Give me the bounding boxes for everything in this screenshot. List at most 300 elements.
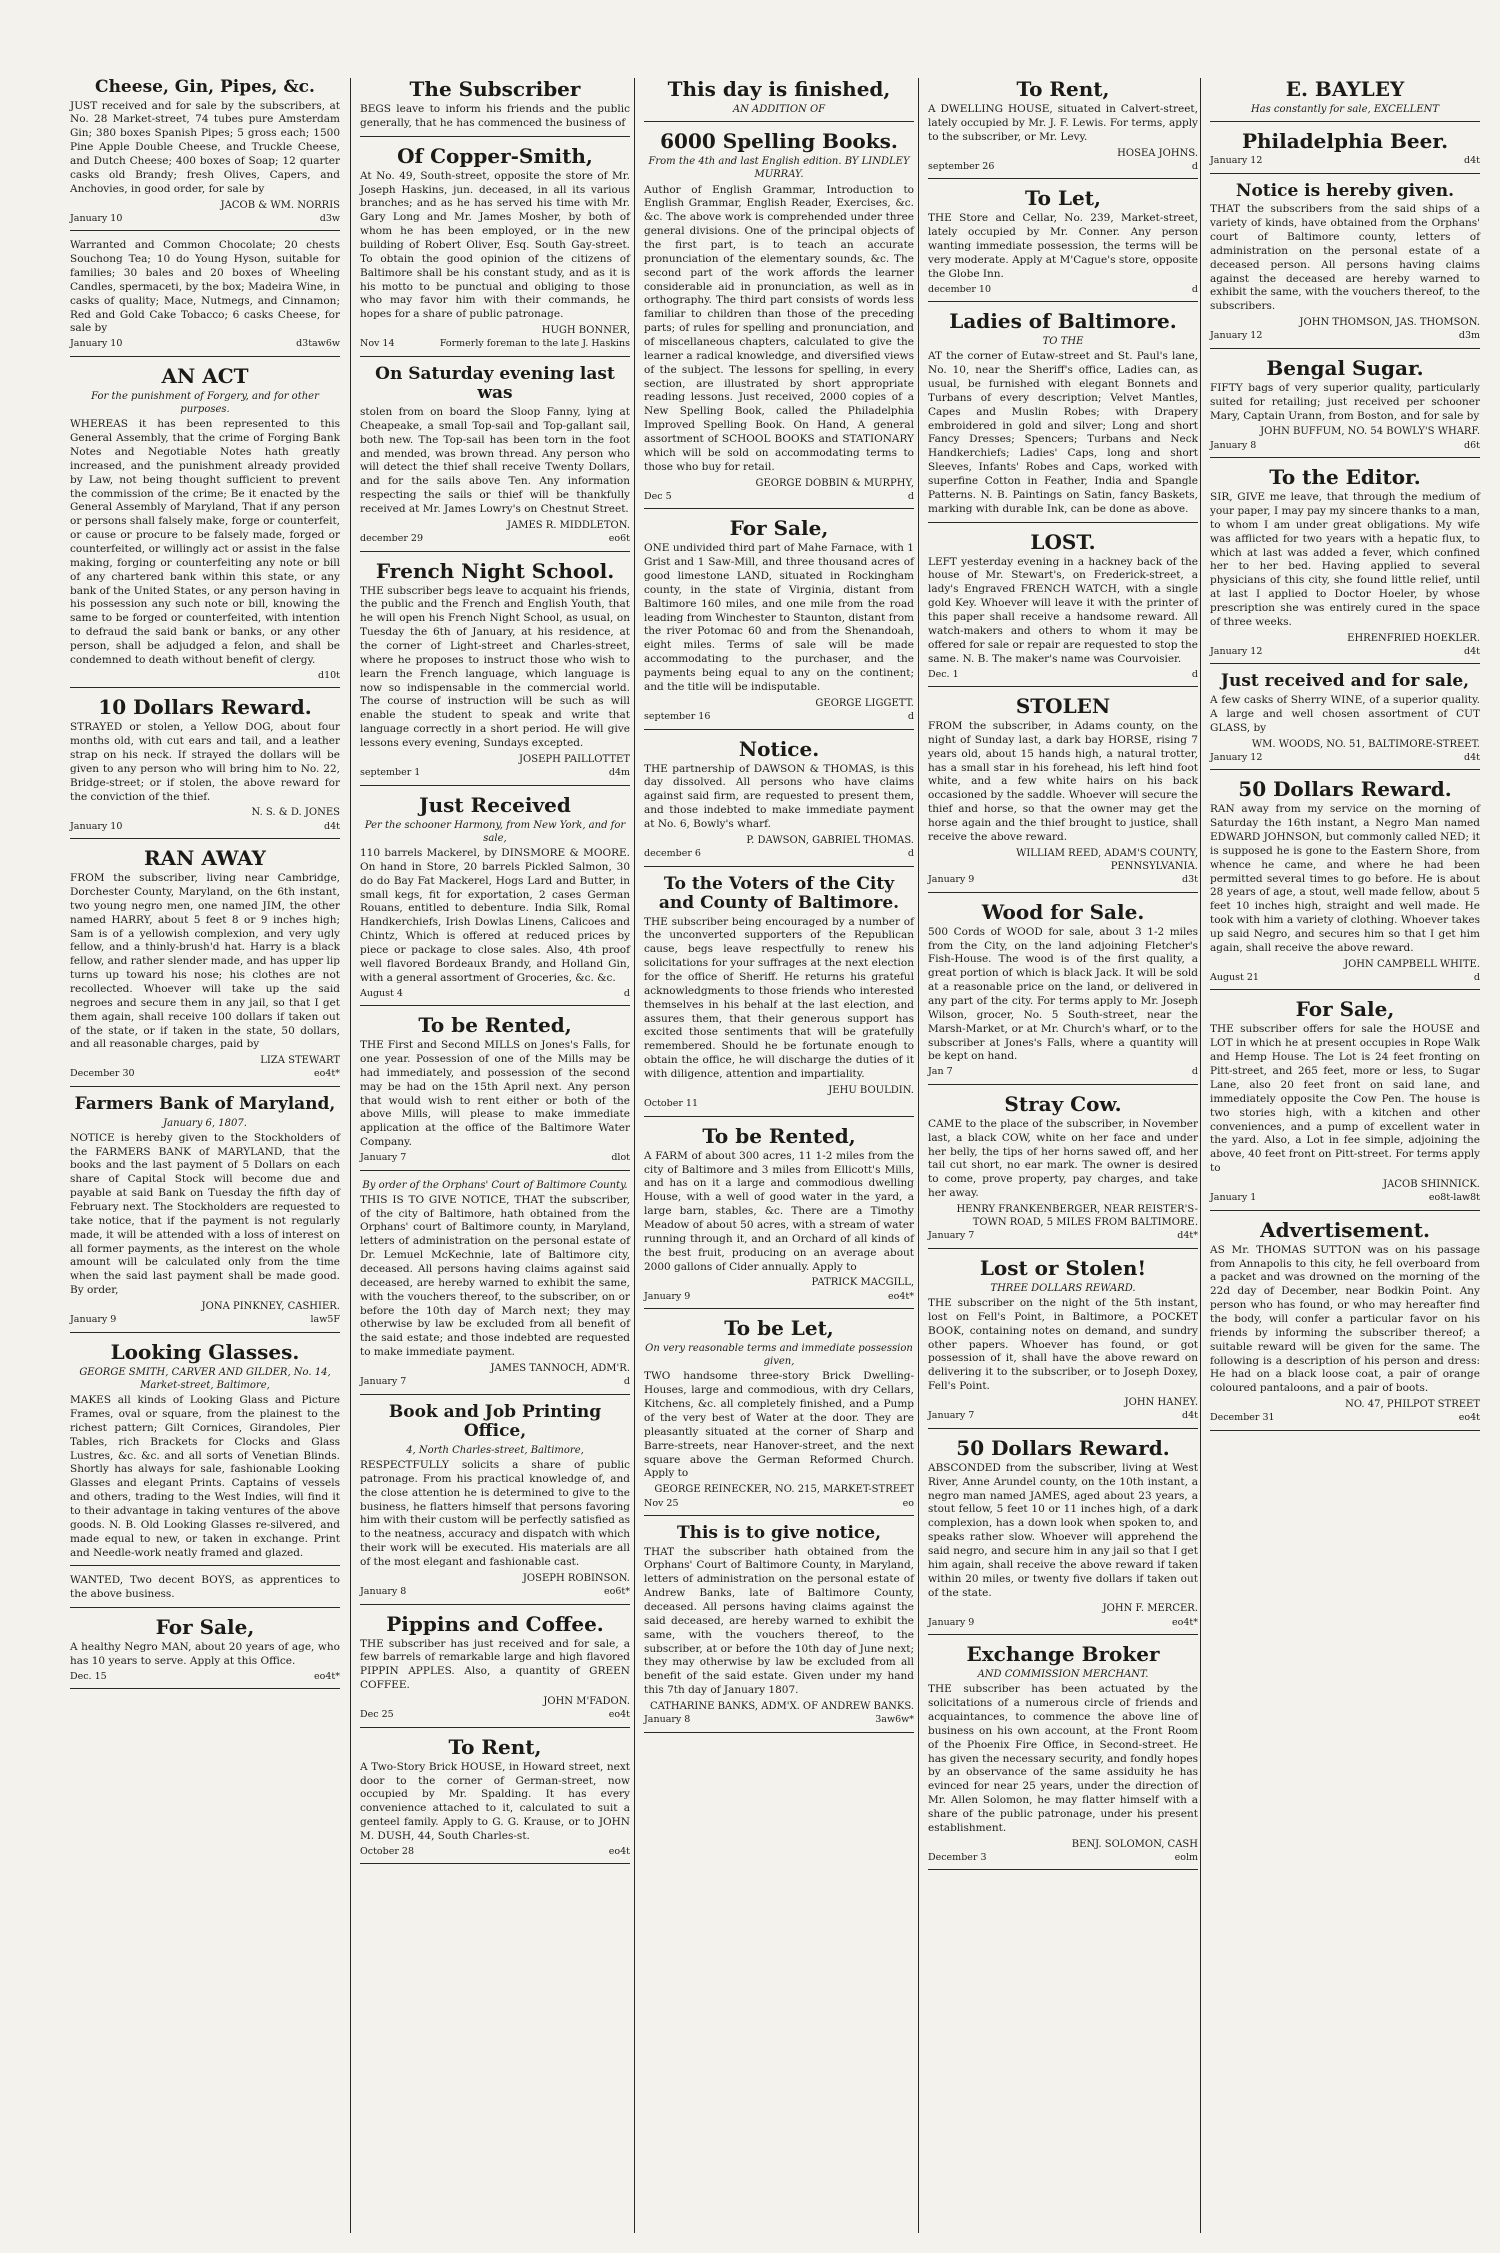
ad-body: At No. 49, South-street, opposite the store of Mr. Joseph Haskins, jun. deceased, in all its various branches; and as he has served his time with Mr. Gary Long and Mr. James Mosher, by both of whom he has been employed, or in the new building of Robert Oliver, Esq. South Gay-street. To obtain the good opinion of the citizens of Baltimore shall be his constant study, and as it is his motto to be punctual and obliging to those who may favor him with their commands, he hopes for a share of public patronage. [360, 169, 630, 321]
ad-date-line [1210, 752, 1480, 765]
ad-body: THIS IS TO GIVE NOTICE, THAT the subscriber, of the city of Baltimore, hath obtained from the Orphans' court of Baltimore county, in Maryland, letters of administration on the personal estate of Dr. Lemuel McKechnie, late of Baltimore city, deceased. All persons having claims against said deceased, are hereby warned to exhibit the same, with the vouchers thereof, to the subscriber, on or before the 10th day of March next; they may otherwise by law be excluded from all benefit of the said estate; and those indebted are requested to make immediate payment. [360, 1193, 630, 1359]
ad-body: FROM the subscriber, in Adams county, on the night of Sunday last, a dark bay HORSE, rising 7 years old, about 15 hands high, a natural trotter, has a small star in his forehead, his left hind foot white, and a few white hairs on his back occasioned by the saddle. Whoever will secure the thief and horse, so that the owner may get the horse again and the thief brought to justice, shall receive the above reward. [928, 720, 1198, 843]
ad-signature: NO. 47, PHILPOT STREET [1345, 1399, 1480, 1411]
ad-heading: This day is finished, [667, 77, 891, 101]
ad-separator [70, 1086, 340, 1087]
advertisement [1210, 778, 1480, 990]
advertisement [644, 130, 914, 509]
ad-separator [1210, 173, 1480, 174]
ad-heading: Just received and for sale, [1220, 671, 1470, 692]
ad-date: January 8 [644, 1714, 691, 1726]
ad-date-line [360, 767, 630, 780]
ad-subheading: AND COMMISSION MERCHANT. [977, 1669, 1149, 1681]
ad-heading: Wood for Sale. [981, 899, 1145, 924]
ad-signature: JOHN HANEY. [1124, 1397, 1198, 1409]
ad-date-line [70, 670, 340, 683]
ad-body: THE subscriber being encouraged by a number of the unconverted supporters of the Republican cause, begs leave respectfully to renew his solicitations for your suffrages at the next election for the office of Sheriff. He returns his grateful acknowledgments to those friends who interested themselves in his behalf at the last election, and assures them, that their generous support has excited those sentiments that will be gratefully remembered. Should he be fortunate enough to obtain the office, he will discharge the duties of it with diligence, attention and impartiality. [644, 915, 914, 1081]
ad-date: August 4 [360, 987, 403, 999]
advertisement [1210, 1219, 1480, 1431]
advertisement [70, 1616, 340, 1689]
ad-signature: HOSEA JOHNS. [1117, 147, 1198, 159]
advertisement [1210, 672, 1480, 770]
column-rule [1200, 78, 1201, 2233]
ad-date-line [360, 1586, 630, 1599]
ad-body: ABSCONDED from the subscriber, living at West River, Anne Arundel county, on the 10th instant, a negro man named JAMES, aged about 23 years, a stout fellow, 5 feet 10 or 11 inches high, of a dark complexion, has a down look when spoken to, and speaks rather slow. Whoever will apprehend the said negro, and secure him in any jail so that I get him again, shall receive the above reward if taken within 20 miles, or twenty five dollars if taken out of the state. [928, 1461, 1198, 1599]
ad-body: WANTED, Two decent BOYS, as apprentices to the above business. [70, 1574, 340, 1601]
ad-body: 500 Cords of WOOD for sale, about 3 1-2 miles from the City, on the land adjoining Fletcher's Fish-House. The wood is of the first quality, a great portion of which is black Jack. It will be sold at a reasonable price on the land, or delivered in any part of the city. For terms apply to Mr. Joseph Wilson, grocer, No. 5 South-street, near the Marsh-Market, or at Mr. Church's wharf, or to the subscriber at Jones's Falls, where a quantity will be kept on hand. [928, 925, 1198, 1063]
ad-separator [1210, 989, 1480, 990]
ad-separator [360, 1005, 630, 1006]
advertisement [928, 695, 1198, 893]
ad-date: January 7 [928, 1410, 975, 1422]
ad-code: eo [902, 1497, 914, 1509]
ad-date-line [1210, 330, 1480, 343]
ad-signature: JACOB & WM. NORRIS [220, 199, 340, 211]
advertisement [1210, 130, 1480, 174]
ad-separator [360, 1863, 630, 1864]
advertisement [928, 1257, 1198, 1429]
ad-code: eolm [1174, 1851, 1198, 1863]
ad-separator [644, 729, 914, 730]
ad-date: Dec 5 [644, 490, 672, 502]
ad-subheading: On very reasonable terms and immediate possession given, [645, 1343, 913, 1368]
ad-body: MAKES all kinds of Looking Glass and Picture Frames, oval or square, from the plainest to the richest pattern; Gilt Cornices, Girandoles, Pier Tables, rich Brackets for Clocks and Glass Lustres, &c. &c. and all sorts of Venetian Blinds. Shortly has always for sale, fashionable Looking Glasses and elegant Prints. Captains of vessels and others, trading to the West Indies, will find it to their advantage in taking ventures of the above goods. N. B. Old Looking Glasses re-silvered, and made equal to new, or taken in exchange. Print and Needle-work neatly framed and glazed. [70, 1394, 340, 1559]
ad-date: January 10 [70, 212, 123, 224]
ad-code: law5F [310, 1314, 340, 1326]
ad-body: ONE undivided third part of Mahe Farnace, with 1 Grist and 1 Saw-Mill, and three thousand acres of good limestone LAND, situated in Rockingham county, in the state of Virginia, distant from Baltimore 160 miles, and one mile from the road leading from Winchester to Staunton, distant from the river Potomac 60 and from the Shenandoah, eight miles. Terms of sale will be made accommodating to the purchaser, and the payments being equal to any on the continent; and the title will be indisputable. [644, 542, 914, 693]
ad-signature: JEHU BOULDIN. [828, 1084, 914, 1096]
ad-signature: CATHARINE BANKS, ADM'X. OF ANDREW BANKS. [649, 1701, 914, 1713]
ad-date-line [70, 1671, 340, 1684]
ad-separator [644, 508, 914, 509]
ad-heading: Farmers Bank of Maryland, [74, 1093, 336, 1114]
advertisement [70, 365, 340, 688]
advertisement [1210, 466, 1480, 664]
ad-heading: 10 Dollars Reward. [98, 695, 312, 720]
ad-date-line [70, 1068, 340, 1081]
ad-date-line [928, 1852, 1198, 1865]
ad-date-line [928, 1617, 1198, 1630]
advertisement [1210, 357, 1480, 458]
ad-date-line [360, 533, 630, 546]
advertisement [644, 517, 914, 729]
ad-body: RAN away from my service on the morning of Saturday the 16th instant, a Negro Man named EDWARD JOHNSON, but commonly called NED; it is supposed he is gone to the Eastern Shore, from whence he came, and where he had been permitted several times to go before. He is about 28 years of age, a stout, well made fellow, about 5 feet 10 inches high, straight and well made. He took with him a variety of clothing. Whoever takes up said Negro, and secures him so that I get him again, shall receive the above reward. [1210, 803, 1480, 954]
ad-heading: Ladies of Baltimore. [949, 309, 1177, 334]
ad-signature: WILLIAM REED, ADAM'S COUNTY, PENNSYLVANIA. [1016, 847, 1198, 872]
ad-code: d [907, 710, 914, 722]
advertisement [360, 560, 630, 786]
advertisement [70, 239, 340, 357]
ad-signature: JOHN F. MERCER. [1102, 1603, 1198, 1615]
ad-separator [1210, 1430, 1480, 1431]
ad-signature: JOHN BUFFUM, NO. 54 BOWLY'S WHARF. [1260, 426, 1480, 438]
ad-subheading: From the 4th and last English edition. BY LINDLEY MURRAY. [648, 156, 910, 181]
ad-code: d4t* [1177, 1230, 1198, 1242]
advertisement [70, 1095, 340, 1333]
ad-separator [70, 1565, 340, 1566]
ad-body: Warranted and Common Chocolate; 20 chests Souchong Tea; 10 do Young Hyson, suitable for families; 30 bales and 20 boxes of Wheeling Candles, spermaceti, by the box; Madeira Wine, in casks of quality; Mace, Nutmegs, and Cinnamon; Red and Gold Cake Tobacco; 6 casks Cheese, for sale by [70, 239, 340, 335]
ad-subheading: 4, North Charles-street, Baltimore, [406, 1444, 584, 1456]
ad-separator [928, 178, 1198, 179]
ad-separator [70, 838, 340, 839]
ad-date: January 10 [70, 820, 123, 832]
ad-heading: Just Received [419, 792, 571, 817]
ad-date-line [1210, 155, 1480, 168]
ad-subheading: January 6, 1807. [163, 1117, 247, 1129]
ad-body: 110 barrels Mackerel, by DINSMORE & MOORE. On hand in Store, 20 barrels Pickled Salmon, 30 do do Bay Fat Mackerel, Hogs Lard and Butter, in small kegs, fit for exportation, 2 cases German Rouans, entitled to debenture. India Silk, Romal Handkerchiefs, Irish Dowlas Linens, Calicoes and Chintz, Which is offered at reduced prices by piece or package to close sales. Also, 4th proof well flavored Bordeaux Brandy, and Holland Gin, with a general assortment of Groceries, &c. &c. [360, 846, 630, 984]
ad-code: eo6t* [604, 1586, 630, 1598]
ad-date: Nov 25 [644, 1497, 679, 1509]
ad-signature: JAMES R. MIDDLETON. [506, 519, 630, 531]
ad-body: BEGS leave to inform his friends and the public generally, that he has commenced the business of [360, 103, 630, 129]
ad-date: december 6 [644, 847, 701, 859]
ad-heading: 6000 Spelling Books. [660, 129, 898, 154]
ad-separator [360, 551, 630, 552]
ad-body: JUST received and for sale by the subscribers, at No. 28 Market-street, 74 tubes pure Amsterdam Gin; 380 boxes Spanish Pipes; 5 gross each; 1500 Pine Apple Double Cheese, and Truckle Cheese, and Dutch Cheese; 400 boxes of Soap; 12 quarter casks old Brandy; fresh Olives, Capers, and Anchovies, in good order, for sale by [70, 99, 340, 195]
ad-separator [1210, 769, 1480, 770]
advertisement [360, 1014, 630, 1170]
advertisement [644, 1317, 914, 1516]
column-5 [1210, 75, 1480, 1439]
ad-body: THE subscriber on the night of the 5th instant, lost on Fell's Point, in Baltimore, a POCKET BOOK, containing notes on demand, and sundry other papers. Whoever has found, or got possession of it, shall have the above reward on delivering it to the subscriber, or to Joseph Doxey, Fell's Point. [928, 1297, 1198, 1393]
ad-separator [1210, 121, 1480, 122]
ad-separator [644, 866, 914, 867]
ad-body: AT the corner of Eutaw-street and St. Paul's lane, No. 10, near the Sheriff's office, Ladies can, as usual, be furnished with elegant Bonnets and Turbans of every description; Velvet Mantles, Capes and Muslin Robes; with Drapery embroidered in gold and silver; Long and short Fancy Dresses; Spencers; Turbans and Neck Handkerchiefs; Ladies' Caps, long and short Sleeves, Infants' Robes and Caps, worked with superfine Cotton in Feather, India and Spangle Patterns. N. B. Paintings on Satin, fancy Baskets, marking with durable Ink, can be done as above. [928, 350, 1198, 515]
ad-signature: JACOB SHINNICK. [1383, 1178, 1480, 1190]
ad-date-line [928, 669, 1198, 682]
advertisement [928, 1093, 1198, 1249]
ad-heading: To Let, [1025, 186, 1101, 211]
column-rule [350, 78, 351, 2233]
ad-subheading: THREE DOLLARS REWARD. [990, 1282, 1136, 1294]
ad-body: TWO handsome three-story Brick Dwelling-Houses, large and commodious, with dry Cellars, Kitchens, &c. all completely finished, and a Pump of the very best of Water at the door. They are pleasantly situated at the corner of Sharp and Barre-streets, near Hanover-street, and the next square above the German Reformed Church. Apply to [644, 1370, 914, 1480]
ad-date: december 10 [928, 283, 992, 295]
ad-code: d4t [1182, 1410, 1198, 1422]
advertisement [644, 1125, 914, 1309]
ad-subheading: AN ADDITION OF [732, 104, 826, 115]
ad-subheading: Has constantly for sale, EXCELLENT [1250, 104, 1440, 115]
ad-date: January 8 [360, 1586, 407, 1598]
ad-heading: To the Editor. [1269, 465, 1421, 490]
advertisement [1210, 78, 1480, 122]
ad-heading: To be Rented, [418, 1013, 572, 1038]
ad-date-line [70, 1314, 340, 1327]
ad-date-line [644, 1498, 914, 1511]
ad-code: d [1191, 668, 1198, 680]
ad-subheading: By order of the Orphans' Court of Baltimore County. [362, 1179, 628, 1191]
ad-signature: JOSEPH ROBINSON. [522, 1572, 630, 1584]
ad-date: December 31 [1210, 1412, 1275, 1424]
ad-separator [70, 356, 340, 357]
ad-date: september 16 [644, 710, 711, 722]
ad-date: January 12 [1210, 155, 1263, 167]
ad-signature: PATRICK MACGILL, [811, 1277, 914, 1289]
ad-date: January 7 [360, 1151, 407, 1163]
ad-date: January 9 [928, 874, 975, 886]
ad-body: WHEREAS it has been represented to this General Assembly, that the crime of Forging Bank Notes and Negotiable Notes hath greatly increased, and the punishment already provided by Law, not being thought sufficient to prevent the commission of the crime; Be it enacted by the General Assembly of Maryland, That if any person or persons shall falsely make, forge or counterfeit, or cause or procure to be falsely made, forged or counterfeited, or willingly act or assist in the false making, forging or counterfeiting any note or bill of any chartered bank within this state, or any bank of the United States, or any person having in his possession any such note or bill, knowing the same to be forged or counterfeited, with intention to defraud the said bank or banks, or any other person, shall be adjudged a felon, and shall be condemned to death without benefit of clergy. [70, 418, 340, 666]
ad-date-line [644, 848, 914, 861]
ad-separator [928, 522, 1198, 523]
ad-signature: HUGH BONNER, [541, 325, 630, 337]
ad-heading: Of Copper-Smith, [397, 143, 593, 168]
ad-separator [70, 1332, 340, 1333]
ad-body: NOTICE is hereby given to the Stockholders of the FARMERS BANK of MARYLAND, that the books and the last payment of 5 Dollars on each share of Capital Stock will become due and payable at said Bank on Tuesday the fifth day of February next. The Stockholders are requested to take notice, that if the payment is not regularly made, it will be attended with a loss of interest on all former payments, as the interest on the whole amount will be calculated only from the time when the said last payment shall be made good. By order, [70, 1131, 340, 1297]
ad-code: d4t [1464, 155, 1480, 167]
ad-date-line [70, 213, 340, 226]
ad-date: December 30 [70, 1068, 135, 1080]
ad-date: Jan 7 [928, 1066, 953, 1078]
ad-heading: Stray Cow. [1004, 1091, 1122, 1116]
ad-separator [644, 1116, 914, 1117]
ad-date-line [1210, 972, 1480, 985]
ad-heading: Notice. [738, 736, 820, 761]
ad-body: FROM the subscriber, living near Cambridge, Dorchester County, Maryland, on the 6th instant, two young negro men, one named JIM, the other named HARRY, about 5 feet 8 or 9 inches high; Sam is of a yellowish complexion, and very ugly fellow, and a thinly-brush'd hat. Harry is a black fellow, and rather slender made, and has upper lip turns up toward his nose; his clothes are not recollected. Whoever will take up the said negroes and secure them in any jail, so that I get them again, shall receive 100 dollars if taken out of the state, or if taken in the state, 50 dollars, and all reasonable charges, paid by [70, 872, 340, 1051]
ad-heading: STOLEN [1015, 694, 1111, 719]
ad-body: CAME to the place of the subscriber, in November last, a black COW, white on her face and under her belly, the tips of her horns sawed off, and her tail cut short, no ear mark. The owner is desired to come, prove property, pay charges, and take her away. [928, 1117, 1198, 1200]
ad-heading: To Rent, [448, 1734, 542, 1759]
ad-heading: To the Voters of the City and County of Baltimore. [658, 873, 900, 914]
advertisement [70, 78, 340, 231]
ad-date: January 10 [70, 338, 123, 350]
ad-body: THE subscriber offers for sale the HOUSE and LOT in which he at present occupies in Rope Walk and Hemp House. The Lot is 24 feet fronting on Pitt-street, and 265 feet, more or less, to Sugar Lane, also 20 feet front on said lane, and immediately opposite the Cow Pen. The house is two stories high, with a kitchen and other conveniences, and a pump of excellent water in the yard. Also, a Lot in fee simple, adjoining the above, 40 feet front on Pitt-street. For terms apply to [1210, 1023, 1480, 1175]
ad-date-line [360, 1152, 630, 1165]
ad-code: d10t [318, 669, 340, 681]
ad-date-line [360, 1376, 630, 1389]
ad-date: Dec. 1 [928, 668, 959, 680]
ad-signature: HENRY FRANKENBERGER, NEAR REISTER'S-TOWN ROAD, 5 MILES FROM BALTIMORE. [956, 1203, 1198, 1229]
ad-heading: French Night School. [375, 558, 615, 583]
advertisement [644, 1524, 914, 1733]
column-rule [918, 78, 919, 2233]
ad-body: THE subscriber has been actuated by the solicitations of a numerous circle of friends and acquaintances, to commence the above line of business on his own account, at the Front Room of the Phoenix Fire Office, in Second-street. He has given the necessary security, and fondly hopes by an observance of the same assiduity he has evinced for near 25 years, under the direction of Mr. Allen Solomon, he may flatter himself with a share of the public patronage, under his present establishment. [928, 1683, 1198, 1834]
ad-code: d [1473, 971, 1480, 983]
ad-signature: LIZA STEWART [260, 1055, 340, 1067]
ad-signature: GEORGE LIGGETT. [815, 697, 914, 709]
ad-code: d4t [1464, 645, 1480, 657]
ad-body: THE First and Second MILLS on Jones's Falls, for one year. Possession of one of the Mills may be had immediately, and possession of the second may be had on the 15th April next. Any person that would wish to rent either or both of the above Mills, will please to make immediate application at the office of the Baltimore Water Company. [360, 1039, 630, 1149]
ad-code: eo4t* [888, 1290, 914, 1302]
advertisement [360, 1736, 630, 1865]
ad-separator [928, 686, 1198, 687]
ad-signature: JOHN CAMPBELL WHITE. [1344, 958, 1480, 970]
ad-code: d [907, 847, 914, 859]
ad-separator [70, 1688, 340, 1689]
ad-separator [928, 1248, 1198, 1249]
ad-heading: RAN AWAY [144, 846, 266, 871]
ad-separator [360, 1394, 630, 1395]
ad-code: d4m [608, 767, 630, 779]
ad-date-line [928, 874, 1198, 887]
ad-date: January 12 [1210, 645, 1263, 657]
ad-heading: To Rent, [1016, 77, 1110, 101]
ad-subheading: GEORGE SMITH, CARVER AND GILDER, No. 14, Market-street, Baltimore, [79, 1366, 331, 1391]
advertisement [360, 78, 630, 137]
ad-separator [70, 1607, 340, 1608]
ad-code: d [623, 1376, 630, 1388]
ad-date-line [644, 491, 914, 504]
ad-heading: Bengal Sugar. [1266, 355, 1424, 380]
ad-subheading: TO THE [1042, 336, 1084, 348]
ad-date-line [70, 821, 340, 834]
ad-code: eo4t* [314, 1670, 340, 1682]
ad-body: LEFT yesterday evening in a hackney back of the house of Mr. Stewart's, on Frederick-street, a lady's Engraved FRENCH WATCH, with a single gold Key. Whoever will leave it with the printer of this paper shall receive a handsome reward. All watch-makers and others to whom it may be offered for sale or repair are requested to stop the same. N. B. The maker's name was Courvoisier. [928, 555, 1198, 665]
ad-date: Dec 25 [360, 1709, 394, 1721]
ad-date: October 11 [644, 1098, 698, 1110]
ad-separator [928, 1634, 1198, 1635]
ad-code: d3taw6w [296, 338, 340, 350]
ad-date-line [70, 338, 340, 351]
ad-heading: Book and Job Printing Office, [388, 1401, 602, 1442]
ad-separator [644, 1515, 914, 1516]
ad-heading: 50 Dollars Reward. [1238, 777, 1452, 802]
advertisement [360, 794, 630, 1007]
ad-body: A Two-Story Brick HOUSE, in Howard street, next door to the corner of German-street, now occupied by Mr. Spalding. It has every convenience attached to it, calculated to suit a genteel family. Apply to G. G. Krause, or to JOHN M. DUSH, 44, South Charles-st. [360, 1760, 630, 1843]
ad-date-line [928, 1066, 1198, 1079]
ad-separator [360, 136, 630, 137]
ad-body: Author of English Grammar, Introduction to English Grammar, English Reader, Exercises, &c. &c. The above work is comprehended under three general divisions. One of the principal objects of the first part, is to teach an accurate pronunciation of the elementary sounds, &c. The second part of the work affords the learner considerable aid in pronunciation, as well as in orthography. The third part consists of words less familiar to children than those of the preceding parts; of rules for spelling and pronunciation, and of miscellaneous chapters, calculated to give the learner a radical knowledge, and diversified views of the subject. The lessons for spelling, in every section, are illustrated by short appropriate reading lessons. Just received, 2000 copies of a New Spelling Book, called the Philadelphia Improved Spelling Book. On Hand, A general assortment of SCHOOL BOOKS and STATIONARY which will be sold on accommodating terms to those who buy for retail. [644, 183, 914, 473]
ad-date-line [928, 1410, 1198, 1423]
ad-date: January 12 [1210, 751, 1263, 763]
ad-body: THE subscriber begs leave to acquaint his friends, the public and the French and English Youth, that he will open his French Night School, as usual, on Tuesday the 6th of January, at his residence, at the corner of Light-street and Charles-street, where he proposes to instruct those who wish to learn the French language, which language is now so indispensable in the commercial world. The course of instruction will be such as will enable the student to speak and write that language correctly in a short period. He will give lessons every evening, Sundays excepted. [360, 584, 630, 750]
ad-body: RESPECTFULLY solicits a share of public patronage. From his practical knowledge of, and the close attention he is determined to give to the business, he flatters himself that persons favoring him with their custom will be perfectly satisfied as to the neatness, accuracy and dispatch with which their work will be executed. His materials are all of the most elegant and fashionable cast. [360, 1459, 630, 1569]
ad-heading: Advertisement. [1260, 1217, 1430, 1242]
ad-date-line [928, 284, 1198, 297]
ad-heading: To be Let, [724, 1316, 834, 1341]
ad-separator [644, 1308, 914, 1309]
ad-signature: JAMES TANNOCH, ADM'R. [490, 1363, 630, 1375]
ad-subheading: Per the schooner Harmony, from New York, and for sale, [364, 819, 626, 844]
ad-heading: For Sale, [1295, 997, 1395, 1022]
ad-heading: AN ACT [161, 363, 249, 388]
ad-date: August 21 [1210, 971, 1259, 983]
ad-signature: JOSEPH PAILLOTTET [519, 753, 630, 765]
ad-date-line [928, 1230, 1198, 1243]
ad-heading: E. BAYLEY [1285, 77, 1405, 101]
ad-body: A DWELLING HOUSE, situated in Calvert-street, lately occupied by Mr. J. F. Lewis. For terms, apply to the subscriber, or Mr. Levy. [928, 103, 1198, 143]
ad-date-line [1210, 646, 1480, 659]
ad-signature: EHRENFRIED HOEKLER. [1347, 632, 1480, 644]
ad-date: september 1 [360, 767, 421, 779]
ad-signature: GEORGE REINECKER, NO. 215, MARKET-STREET [654, 1484, 914, 1496]
ad-separator [70, 687, 340, 688]
ad-signature: JOHN M'FADON. [543, 1696, 630, 1708]
ad-separator [1210, 348, 1480, 349]
advertisement [928, 310, 1198, 523]
ad-date: January 8 [1210, 439, 1257, 451]
ad-heading: Cheese, Gin, Pipes, &c. [95, 77, 315, 97]
ad-subheading: For the punishment of Forgery, and for other purposes. [91, 390, 319, 416]
column-rule [634, 78, 635, 2233]
ad-code: eo8t-law8t [1428, 1192, 1480, 1204]
advertisement [928, 1437, 1198, 1635]
ad-date: October 28 [360, 1845, 414, 1857]
ad-date-line [644, 1098, 914, 1111]
ad-separator [644, 121, 914, 122]
ad-date-line [360, 1846, 630, 1859]
advertisement [360, 1403, 630, 1605]
ad-date-line [644, 711, 914, 724]
ad-code: d4t [324, 820, 340, 832]
ad-date-line [360, 1709, 630, 1722]
ad-separator [928, 892, 1198, 893]
ad-body: STRAYED or stolen, a Yellow DOG, about four months old, with cut ears and tail, and a leather strap on his neck. If strayed the dollars will be given to any person who will bring him to No. 22, Bridge-street; or if stolen, the above reward for the conviction of the thief. [70, 721, 340, 803]
ad-signature: BENJ. SOLOMON, CASH [1071, 1838, 1198, 1850]
ad-date-line [644, 1291, 914, 1304]
ad-code: eo6t [608, 533, 630, 545]
ad-date-line [928, 161, 1198, 174]
ad-body: AS Mr. THOMAS SUTTON was on his passage from Annapolis to this city, he fell overboard from a packet and was drowned on the morning of the 22d day of December, near Bodkin Point. Any person who has found, or who may hereafter find the body, will confer a particular favor on his friends by informing the subscriber thereof; a suitable reward will be given for the same. The following is a description of his person and dress: He had on a black loose coat, a pair of orange coloured pantaloons, and a pair of boots. [1210, 1243, 1480, 1395]
advertisement [360, 365, 630, 552]
ad-date: January 1 [1210, 1192, 1257, 1204]
advertisement [928, 1643, 1198, 1870]
ad-date: January 7 [360, 1376, 407, 1388]
ad-signature: P. DAWSON, GABRIEL THOMAS. [746, 834, 914, 846]
ad-separator [928, 1428, 1198, 1429]
ad-date: september 26 [928, 160, 995, 172]
ad-separator [1210, 1210, 1480, 1211]
ad-body: THE partnership of DAWSON & THOMAS, is this day dissolved. All persons who have claims against said firm, are requested to present them, and those indebted to make immediate payment at No. 6, Bowly's wharf. [644, 762, 914, 830]
column-3 [644, 75, 914, 1741]
column-1 [70, 75, 340, 1697]
ad-body: THAT the subscribers from the said ships of a variety of kinds, have obtained from the Orphans' court of Baltimore county, letters of administration on the personal estate of a deceased person. All persons having claims against the deceased are hereby warned to exhibit the same, with the vouchers thereof, to the subscribers. [1210, 203, 1480, 313]
ad-date: January 12 [1210, 330, 1263, 342]
advertisement [70, 1574, 340, 1608]
ad-separator [70, 230, 340, 231]
ad-code: d [907, 490, 914, 502]
ad-heading: Philadelphia Beer. [1241, 129, 1449, 154]
ad-body: A FARM of about 300 acres, 11 1-2 miles from the city of Baltimore and 3 miles from Ellicott's Mills, and has on it a large and commodious dwelling House, with a well of good water in the yard, a large barn, stables, &c. There are a Timothy Meadow of about 50 acres, with a stream of water running through it, and an Orchard of all kinds of the best fruit, producing on an average about 2000 gallons of Cider annually. Apply to [644, 1149, 914, 1273]
advertisement [360, 1613, 630, 1728]
ad-date-line [1210, 1412, 1480, 1425]
ad-heading: Pippins and Coffee. [386, 1611, 604, 1636]
ad-date-line [1210, 1192, 1480, 1205]
advertisement [644, 738, 914, 867]
advertisement [1210, 998, 1480, 1210]
ad-body: THAT the subscriber hath obtained from the Orphans' Court of Baltimore County, in Maryland, letters of administration on the personal estate of Andrew Banks, late of Baltimore County, deceased. All persons having claims against the said deceased, are hereby warned to exhibit the same, with the vouchers thereof, to the subscriber, at or before the 10th day of June next; they may otherwise by law be excluded from all benefit of the said estate. Given under my hand this 7th day of January 1807. [644, 1545, 914, 1697]
ad-code: d [1191, 1066, 1198, 1078]
advertisement [70, 847, 340, 1087]
ad-heading: Notice is hereby given. [1235, 180, 1455, 201]
ad-code: d4t [1464, 751, 1480, 763]
advertisement [644, 78, 914, 122]
column-4 [928, 75, 1198, 1878]
advertisement [70, 1341, 340, 1567]
ad-date: January 9 [928, 1616, 975, 1628]
ad-date-line [360, 988, 630, 1001]
ad-heading: LOST. [1030, 529, 1096, 554]
ad-code: eo4t [608, 1845, 630, 1857]
ad-heading: Looking Glasses. [110, 1339, 300, 1364]
ad-heading: This is to give notice, [676, 1523, 882, 1544]
ad-date-line [360, 338, 630, 351]
ad-separator [360, 1727, 630, 1728]
ad-heading: Lost or Stolen! [979, 1255, 1147, 1280]
advertisement [928, 901, 1198, 1085]
ad-body: FIFTY bags of very superior quality, particularly suited for retailing; just received per schooner Mary, Captain Urann, from Boston, and for sale by [1210, 381, 1480, 422]
ad-code: Formerly foreman to the late J. Haskins [439, 338, 630, 350]
ad-code: d [623, 987, 630, 999]
ad-body: A healthy Negro MAN, about 20 years of age, who has 10 years to serve. Apply at this Office. [70, 1641, 340, 1667]
ad-code: eo4t [608, 1709, 630, 1721]
advertisement [928, 187, 1198, 302]
ad-heading: For Sale, [155, 1615, 255, 1640]
advertisement [928, 78, 1198, 179]
ad-separator [360, 785, 630, 786]
ad-body: stolen from on board the Sloop Fanny, lying at Cheapeake, a small Top-sail and Top-gallant sail, both new. The Top-sail has been torn in the foot and mended, was brown thread. Any person who will detect the thief shall receive Twenty Dollars, and for the sails above Ten. Any information respecting the sails or thief will be thankfully received at Mr. James Lowry's on Chestnut Street. [360, 405, 630, 515]
ad-code: d3w [319, 212, 340, 224]
advertisement [70, 696, 340, 839]
ad-body: SIR, GIVE me leave, that through the medium of your paper, I may pay my sincere thanks to a man, to whom I am under great obligations. My wife was afflicted for two years with a hepatic flux, to which at last was added a fever, which confined her to her bed. Having applied to several physicians of this city, she found little relief, until at last I applied to Doctor Hoeler, by whose prescription she was entirely cured in the space of three weeks. [1210, 491, 1480, 628]
